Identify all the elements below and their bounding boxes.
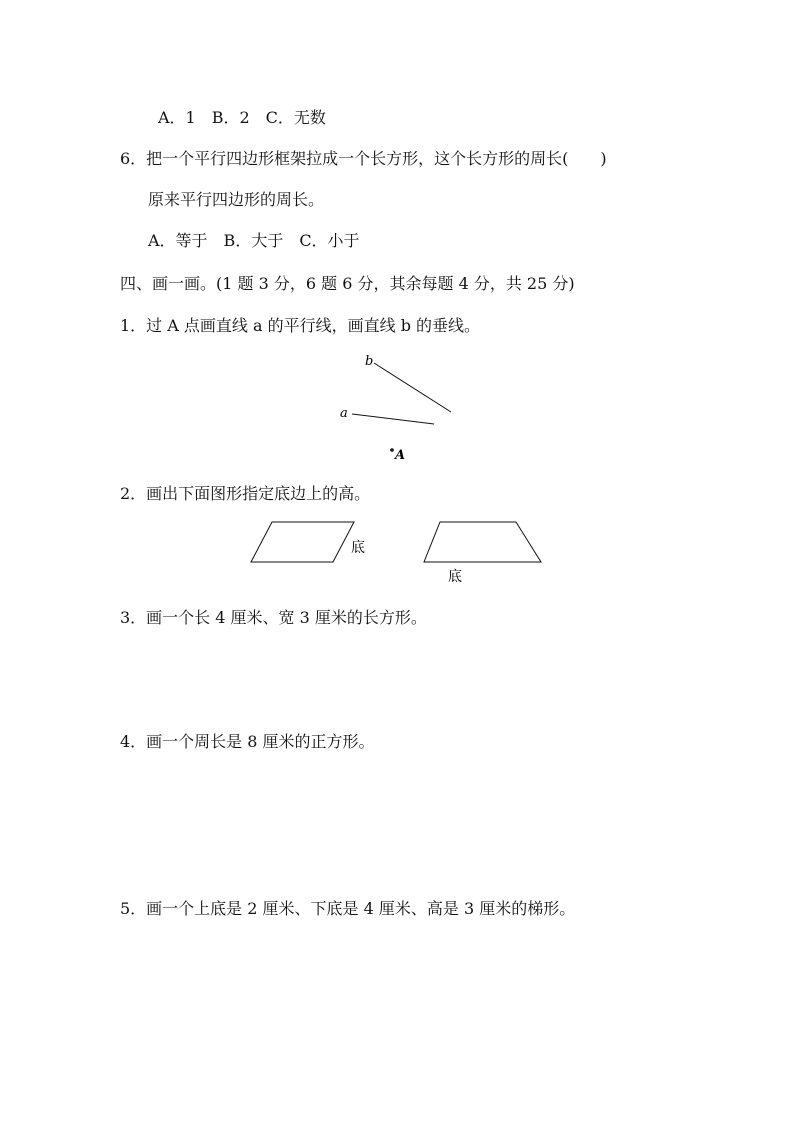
point-a xyxy=(390,448,394,452)
q6-line2: 原来平行四边形的周长。 xyxy=(148,190,325,209)
parallelogram xyxy=(251,522,354,562)
q6-line1: 6．把一个平行四边形框架拉成一个长方形，这个长方形的周长( ) xyxy=(120,149,607,168)
trapezoid xyxy=(424,522,541,562)
q6-options: A．等于 B．大于 C．小于 xyxy=(148,231,360,250)
label-line-a: a xyxy=(340,406,348,421)
label-trapezoid-base: 底 xyxy=(448,569,462,585)
q5-options: A．1 B．2 C．无数 xyxy=(158,108,326,127)
draw-item-4: 4．画一个周长是 8 厘米的正方形。 xyxy=(120,732,375,751)
draw-item-1: 1．过 A 点画直线 a 的平行线，画直线 b 的垂线。 xyxy=(120,316,481,335)
label-point-a: A xyxy=(395,448,406,463)
figure-lines-a-b xyxy=(330,348,470,468)
draw-item-3: 3．画一个长 4 厘米、宽 3 厘米的长方形。 xyxy=(120,608,427,627)
figure-parallelogram-trapezoid xyxy=(240,515,560,590)
line-a xyxy=(352,414,434,424)
line-b xyxy=(374,363,451,412)
section4-heading: 四、画一画。(1 题 3 分，6 题 6 分，其余每题 4 分，共 25 分) xyxy=(120,274,575,293)
draw-item-2: 2．画出下面图形指定底边上的高。 xyxy=(120,484,371,503)
label-parallelogram-base: 底 xyxy=(351,540,365,556)
draw-item-5: 5．画一个上底是 2 厘米、下底是 4 厘米、高是 3 厘米的梯形。 xyxy=(120,899,576,918)
label-line-b: b xyxy=(365,354,374,369)
